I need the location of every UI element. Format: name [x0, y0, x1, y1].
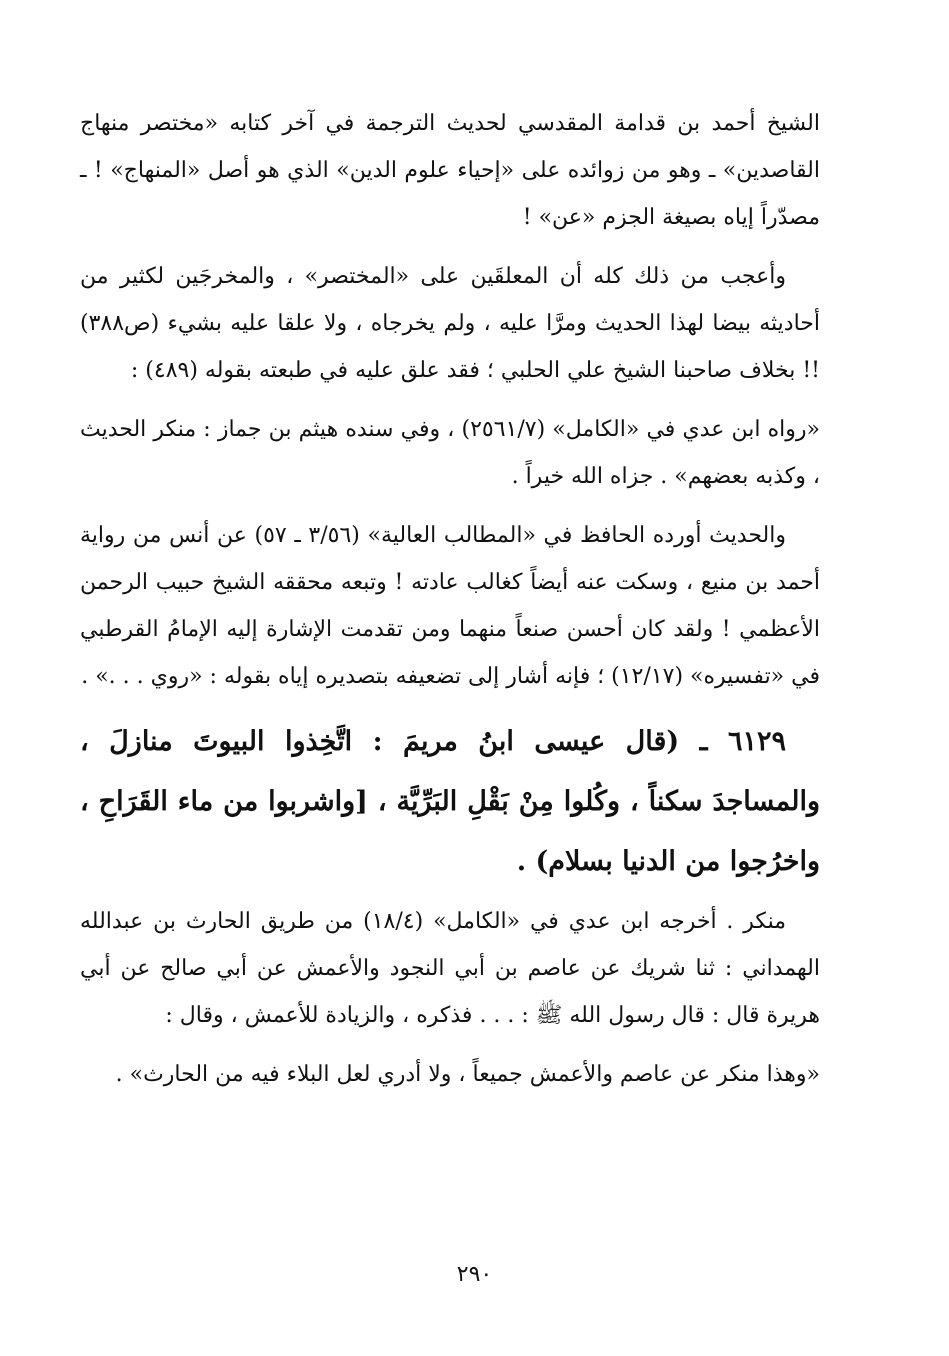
page-body: [80, 100, 820, 1110]
paragraph-2: وأعجب من ذلك كله أن المعلقَين على «المختصر» ، والمخرجَين لكثير من أحاديثه بيضا لهذا الحديث ومرَّا عليه ، ولم يخرجاه ، ولا علقا عليه بشيء (ص٣٨٨) !! بخلاف صاحبنا الشيخ علي الحلبي ؛ فقد علق عليه في طبعته بقوله (٤٨٩) :: [80, 264, 820, 383]
paragraph-4: والحديث أورده الحافظ في «المطالب العالية» (٣/٥٦ ـ ٥٧) عن أنس من رواية أحمد بن منيع ، وسكت عنه أيضاً كغالب عادته ! وتبعه محققه الشيخ حبيب الرحمن الأعظمي ! ولقد كان أحسن صنعاً منهما ومن تقدمت الإشارة إليه الإمامُ القرطبي في «تفسيره» (١٢/١٧) ؛ فإنه أشار إلى تضعيفه بتصديره إياه بقوله : «روي . . .» .: [80, 523, 820, 689]
takhrij-paragraph: منكر . أخرجه ابن عدي في «الكامل» (١٨/٤) من طريق الحارث بن عبدالله الهمداني : ثنا شريك عن عاصم بن أبي النجود والأعمش عن أبي صالح عن أبي هريرة قال : قال رسول الله ﷺ : . . . فذكره ، والزيادة للأعمش ، وقال :: [80, 909, 820, 1028]
page-number: ٢٩٠: [456, 1262, 493, 1287]
hadith-heading: ٦١٢٩ ـ (قال عيسى ابنُ مريمَ : اتَّخِذوا البيوتَ منازلَ ، والمساجدَ سكناً ، وكُلوا مِنْ بَقْلِ البَرِّيَّة ، [واشربوا من ماء القَرَاحِ ، واخرُجوا من الدنيا بسلام) .: [80, 726, 820, 877]
paragraph-1: الشيخ أحمد بن قدامة المقدسي لحديث الترجمة في آخر كتابه «مختصر منهاج القاصدين» ـ وهو من زوائده على «إحياء علوم الدين» الذي هو أصل «المنهاج» ! ـ مصدّراً إياه بصيغة الجزم «عن» !: [80, 111, 820, 230]
quotation-paragraph: «رواه ابن عدي في «الكامل» (٢٥٦١/٧) ، وفي سنده هيثم بن جماز : منكر الحديث ، وكذبه بعضهم» . جزاه الله خيراً .: [80, 417, 820, 489]
closing-quote: «وهذا منكر عن عاصم والأعمش جميعاً ، ولا أدري لعل البلاء فيه من الحارث» .: [115, 1062, 820, 1087]
